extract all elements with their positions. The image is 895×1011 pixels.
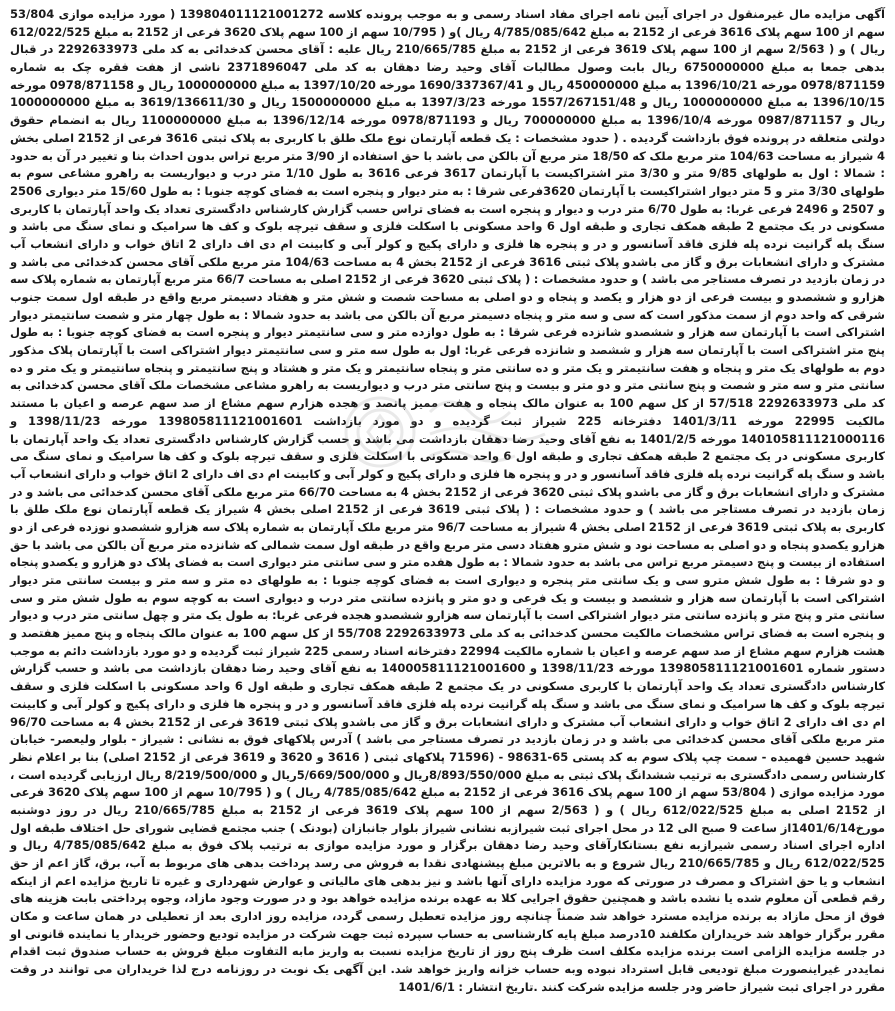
notice-body: آگهی مزایده مال غیرمنقول در اجرای آیین نامه اجرای مفاد اسناد رسمی و به موجب پرونده کلاسه 139804011121001272 ( مورد مزایده موازی 53/804 سهم از 100 سهم پلاک 3616 فرعی از 2152 به مبلغ 4/785/085/642 ریال )و ( 10/795 سهم از 100 سهم پلاک 3620 فرعی از 2152 به مبلغ 612/022/525 ریال ) و ( 2/563 سهم از 100 سهم پلاک 3619 فرعی از 2152 به مبلغ 210/665/785 ریال علیه : آقای محسن کدخدائی به کد ملی 2292633973 در قبال بدهی جمعا به مبلغ 6750000000 ریال بابت وصول مطالبات آقای وحید رضا دهقان به کد ملی 2371896047 ناشی از هفت فقره چک به شماره 0978/871159 مورخه 1396/10/21 به مبلغ 450000000 ریال و 1690/337367/41 مورخه 1397/10/20 به مبلغ 1000000000 ریال و 0978/871158 مورخه 1396/10/15 به مبلغ 1000000000 ریال و 1557/267151/48 مورخه 1397/3/23 به مبلغ 1500000000 ریال و 3619/136611/30 به مبلغ 1000000000 ریال و 0987/871157 مورخه 1396/10/4 به مبلغ 700000000 ریال و 0978/871193 مورخه 1396/12/14 به مبلغ 1100000000 ریال به انضمام حقوق دولتی متعلقه در پرونده فوق بازداشت گردیده . ( حدود مشخصات : یک قطعه آپارتمان نوع ملک طلق با کاربری به پلاک ثبتی 3616 فرعی از 2152 اصلی بخش 4 شیراز به مساحت 104/63 متر مربع ملک که 18/50 متر مربع آن بالکن می باشد با حق استفاده از 3/90 متر مربع تراس بدون احداث بنا و تغییر در آن به حدود : شمالا : اول به طولهای 9/85 متر و 3/30 متر اشتراکیست با آپارتمان 3617 فرعی 3616 به طول 1/10 متر درب و دیواریست به راهرو مشاعی سوم به طولهای 3/30 متر و 5 متر دیوار اشتراکیست با آپارتمان 3620فرعی شرقا : به متر دیوار و پنجره است به فضای کوچه جنوبا : به طول 15/60 متر دیواری 2506 و 2507 و 2496 فرعی غربا: به طول 6/70 متر درب و دیوار و پنجره است به فضای تراس حسب گزارش کارشناس دادگستری تعداد یک واحد آپارتمان با کاربری مسکونی در یک مجتمع 2 طبقه همکف تجاری و طبقه اول 6 واحد مسکونی با اسکلت فلزی و سقف تیرچه بلوک و کف ها سرامیک و نمای سنگ می باشد و سنگ پله گرانیت نرده پله فلزی فاقد آسانسور و در و پنجره ها فلزی و دارای پکیج و کولر آبی و کابینت ام دی اف دارای 2 اتاق خواب و دارای انشعاب آب مشترک و دارای انشعابات برق و گاز می باشدو پلاک ثبتی 3616 فرعی از 2152 بخش 4 به مساحت 104/63 متر مربع ملکی آقای محسن کدخدائی می باشد و در زمان بازدید در تصرف مستاجر می باشد ) و حدود مشخصات : ( پلاک ثبتی 3620 فرعی از 2152 اصلی به مساحت 66/7 متر مربع آپارتمان به شماره پلاک سه هزارو و ششصدو و بیست فرعی از دو هزار و یکصد و پنجاه و دو اصلی به مساحت شصت و شش متر و هفتاد دسیمتر مربع واقع در طبقه اول سمت جنوب شرقی که واحد دوم از سمت مذکور است که سی و سه متر و پنجاه دسیمتر مربع آن بالکن می باشد به حدود شمالا : به طول چهار متر و شصت سانتیمتر دیوار اشتراکی است با آپارتمان سه هزار و ششصدو شانزده فرعی شرقا : به طول دوازده متر و سی سانتیمتر دیوار و پنجره است به فضای کوچه جنوبا : به طول پنج متر اشتراکی است با آپارتمان سه هزار و ششصد و شانزده فرعی غربا: اول به طول سه متر و سی سانتیمتر دیوار اشتراکی است با آپارتمان پلاک مذکور دوم به طولهای یک متر و پنجاه و هفت سانتیمتر و یک متر و ده سانتی متر و پنجاه سانتیمتر و یک متر و هشتاد و پنج سانتیمتر و پنجاه سانتیمتر و یک متر و ده سانتی متر و سه متر و شصت و پنج سانتی متر و دو متر و بیست و پنج سانتی متر درب و دیواریست به راهرو مشاعی مشخصات ملک آقای محسن کدخدائی به کد ملی 2292633973 57/518 از کل سهم 100 به عنوان مالک پنجاه و هفت ممیز پانصد و هجده هزارم سهم مشاع از صد سهم عرصه و اعیان با مستند مالکیت 22995 مورخه 1401/3/11 دفترخانه 225 شیراز ثبت گردیده و دو مورد بازداشت 139805811121001601 مورخه 1398/11/23 و 140105811121000116 مورخه 1401/2/5 به نفع آقای وحید رضا دهقان بازداشت می باشد و حسب گزارش کارشناس دادگستری تعداد یک واحد آپارتمان با کاربری مسکونی در یک مجتمع 2 طبقه همکف تجاری و طبقه اول 6 واحد مسکونی با اسکلت فلزی و سقف تیرچه بلوک و کف ها سرامیک و نمای سنگ می باشد و سنگ پله گرانیت نرده پله فلزی فاقد آسانسور و در و پنجره ها فلزی و دارای پکیج و کولر آبی و کابینت ام دی اف دارای 2 اتاق خواب و دارای انشعاب آب مشترک و دارای انشعابات برق و گاز می باشدو پلاک ثبتی 3620 فرعی از 2152 بخش 4 به مساحت 66/70 متر مربع ملکی آقای محسن کدخدائی می باشد و در زمان بازدید در تصرف مستاجر می باشد ) و حدود مشخصات : ( پلاک ثبتی 3619 فرعی از 2152 اصلی بخش 4 شیراز یک قطعه آپارتمان نوع ملک طلق با کاربری به پلاک ثبتی 3619 فرعی از 2152 اصلی بخش 4 شیراز به مساحت 96/7 متر مربع ملک آپارتمان به شماره پلاک سه هزارو ششصدو نوزده فرعی از دو هزارو یکصدو پنجاه و دو اصلی به مساحت نود و شش مترو هفتاد دسی متر مربع واقع در طبقه اول سمت شمالی که شانزده متر مربع آن بالکن می باشد با حق استفاده از بیست و پنج دسیمتر مربع تراس می باشد به حدود شمالا : به طول هفده متر و سی سانتی متر دیواری است به فضای پلاک دو هزارو و یکصدو پنجاه و دو شرقا : به طول شش مترو سی و یک سانتی متر پنجره و دیواری است به فضای کوچه جنوبا : به طولهای ده متر و سه متر و بیست سانتی متر دیوار اشتراکی است با آپارتمان سه هزار و ششصد و بیست و یک فرعی و دو متر و پانزده سانتی متر درب و دیواری است به کوچه سوم به طول شش متر و سی سانتی متر و پنج متر و پانزده سانتی متر دیوار اشتراکی است با آپارتمان سه هزارو ششصدو هجده فرعی غربا: به طول یک متر و چهل سانتی متر درب و دیوار و پنجره است به فضای تراس مشخصات مالکیت محسن کدخدائی به کد ملی 2292633973 55/708 از کل سهم 100 به عنوان مالک پنجاه و پنج ممیز هفتصد و هشت هزارم سهم مشاع از صد سهم عرصه و اعیان با شماره مالکیت 22994 دفترخانه اسناد رسمی 225 شیراز ثبت گردیده و دو مورد بازداشت دائم به موجب دستور شماره 139805811121001601 مورخه 1398/11/23 و 140005811121001600 به نفع آقای وحید رضا دهقان بازداشت می باشد و حسب گزارش کارشناس دادگستری تعداد یک واحد آپارتمان با کاربری مسکونی در یک مجتمع 2 طبقه همکف تجاری و طبقه اول 6 واحد مسکونی با اسکلت فلزی و سقف تیرچه بلوک و کف ها سرامیک و نمای سنگ می باشد و سنگ پله گرانیت نرده پله فلزی فاقد آسانسور و در و پنجره ها فلزی و دارای پکیج و کولر آبی و کابینت ام دی اف دارای 2 اتاق خواب و دارای انشعاب آب مشترک و دارای انشعابات برق و گاز می باشدو پلاک ثبتی 3619 فرعی از 2152 بخش 4 به مساحت 96/70 متر مربع ملکی آقای محسن کدخدائی می باشد و در زمان بازدید در تصرف مستاجر می باشد ) آدرس پلاکهای فوق به نشانی : شیراز - بلوار ولیعصر- خیابان شهید حسین فهمیده - سمت چپ پلاک سوم به کد پستی 65-98631 - (71596 پلاکهای ثبتی ( 3616 و 3620 و 3619 فرعی از 2152 اصلی) بنا بر اعلام نظر کارشناس رسمی دادگستری به ترتیب ششدانگ پلاک ثبتی به مبلغ 8/893/550/000ریال و 5/669/500/000ریال و 8/219/500/000 ریال ارزیابی گردیده است ، مورد مزایده موازی ( 53/804 سهم از 100 سهم پلاک 3616 فرعی از 2152 به مبلغ 4/785/085/642 ریال ) و ( 10/795 سهم از 100 سهم پلاک 3620 فرعی از 2152 اصلی به مبلغ 612/022/525 ریال ) و ( 2/563 سهم از 100 سهم پلاک 3619 فرعی از 2152 به مبلغ 210/665/785 ریال در روز دوشنبه مورخ1401/6/14از ساعت 9 صبح الی 12 در محل اجرای ثبت شیرازبه نشانی شیراز بلوار جانبازان (بودنک ) جنب مجتمع قضایی شورای حل اختلاف طبقه اول اداره اجرای اسناد رسمی شیرازبه نفع بستانکارآقای وحید رضا دهقان برگزار و مورد مزایده موازی به ترتیب پلاک فوق به مبلغ 4/785/085/642 ریال و 612/022/525 ریال و 210/665/785 ریال شروع و به بالاترین مبلغ پیشنهادی نقدا به فروش می رسد پرداخت بدهی های مربوط به آب، برق، گاز اعم از حق انشعاب و یا حق اشتراک و مصرف در صورتی که مورد مزایده دارای آنها باشد و نیز بدهی های مالیاتی و عوارض شهرداری و غیره تا تاریخ مزایده اعم از اینکه رقم قطعی آن معلوم شده یا نشده باشد و همچنین حقوق اجرایی کلا به عهده برنده مزایده خواهد بود و در صورت وجود مازاد، وجوه پرداختی بابت هزینه های فوق از محل مازاد به برنده مزایده مسترد خواهد شد ضمناً چنانچه روز مزایده تعطیل رسمی گردد، مزایده روز اداری بعد از تعطیلی در همان ساعت و مکان مقرر برگزار خواهد شد خریداران مکلفند 10درصد مبلغ پایه کارشناسی به حساب سپرده ثبت جهت شرکت در مزایده تودیع وحضور خریدار یا نماینده قانونی او در جلسه مزایده الزامی است برنده مزایده مکلف است ظرف پنج روز از تاریخ مزایده نسبت به واریز مابه التفاوت مبلغ فروش به حساب صندوق ثبت اقدام نمایددر غیراینصورت مبلغ تودیعی قابل استرداد نبوده وبه حساب خزانه واریز خواهد شد. این آگهی یک نوبت در روزنامه درج لذا خریداران می توانند در وقت مقرر در اجرای ثبت شیراز حاضر ودر جلسه مزایده شرکت کنند .تاریخ انتشار : 1401/6/1: [10, 7, 886, 994]
auction-notice: [10, 6, 885, 997]
